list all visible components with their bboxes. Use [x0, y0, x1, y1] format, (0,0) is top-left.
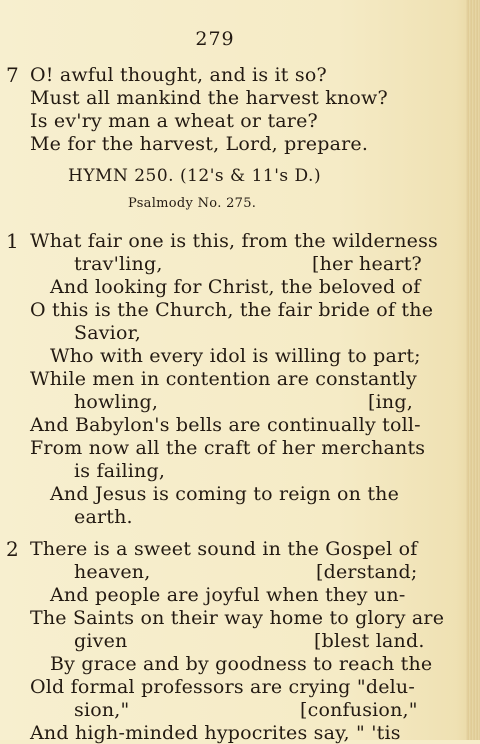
verse-line: The Saints on their way home to glory are — [30, 607, 445, 629]
verse-line: [confusion," — [300, 699, 418, 721]
verse-line: trav'ling, — [74, 253, 163, 275]
verse-line: O this is the Church, the fair bride of the — [30, 299, 434, 321]
verse-line: And high-minded hypocrites say, " 'tis — [30, 722, 401, 744]
verse-number: 7 — [6, 63, 19, 87]
verse-line: howling, — [74, 391, 159, 413]
verse-line: From now all the craft of her merchants — [30, 437, 426, 459]
verse-line: There is a sweet sound in the Gospel of — [30, 538, 418, 560]
verse-line: And looking for Christ, the beloved of — [50, 276, 421, 298]
verse-line: Old formal professors are crying "delu- — [30, 676, 415, 698]
verse-line: Me for the harvest, Lord, prepare. — [30, 133, 369, 155]
verse-line: And people are joyful when they un- — [50, 584, 406, 606]
verse-number: 1 — [6, 229, 19, 253]
verse-line: earth. — [74, 506, 133, 528]
hymn-title: HYMN 250. (12's & 11's D.) — [68, 166, 322, 186]
verse-line: While men in contention are constantly — [30, 368, 417, 390]
verse-line: Savior, — [74, 322, 142, 344]
verse-number: 2 — [6, 537, 19, 561]
verse-line: [ing, — [368, 391, 413, 413]
verse-line: And Babylon's bells are continually toll- — [30, 414, 421, 436]
tune-reference: Psalmody No. 275. — [128, 196, 257, 211]
verse-line: [derstand; — [316, 561, 418, 583]
verse-line: By grace and by goodness to reach the — [50, 653, 433, 675]
verse-line: Must all mankind the harvest know? — [30, 87, 388, 109]
verse-line: heaven, — [74, 561, 151, 583]
verse-line: sion," — [74, 699, 130, 721]
verse-line: Is ev'ry man a wheat or tare? — [30, 110, 318, 132]
verse-line: is failing, — [74, 460, 166, 482]
verse-line: O! awful thought, and is it so? — [30, 64, 327, 86]
verse-line: [her heart? — [312, 253, 422, 275]
page-number: 279 — [195, 28, 235, 50]
verse-line: [blest land. — [314, 630, 425, 652]
verse-line: What fair one is this, from the wilderness — [30, 230, 438, 252]
verse-line: Who with every idol is willing to part; — [50, 345, 421, 367]
verse-line: given — [74, 630, 128, 652]
page-edge — [466, 0, 480, 740]
verse-line: And Jesus is coming to reign on the — [50, 483, 400, 505]
